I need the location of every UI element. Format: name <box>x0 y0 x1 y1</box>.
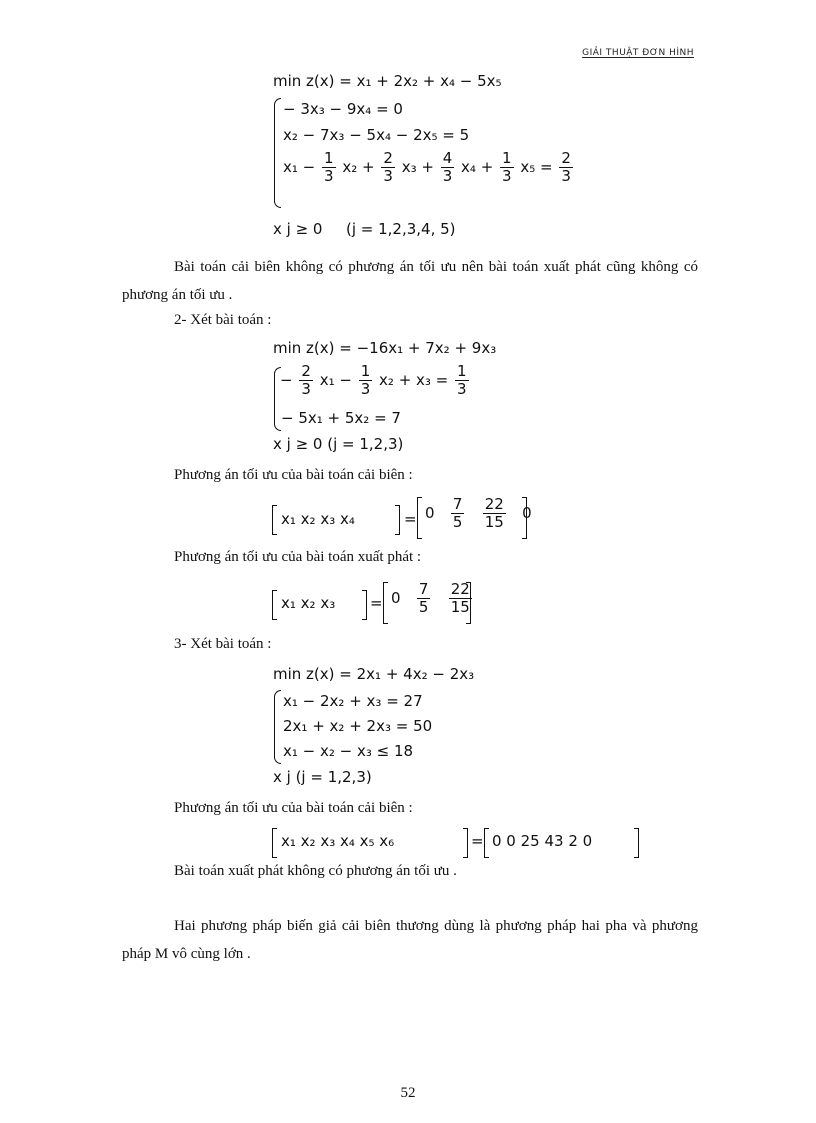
fraction: $\frac{2}{3}$ <box>301 362 311 398</box>
p3-constraint-1: x₁ − 2x₂ + x₃ = 27 <box>283 692 423 710</box>
bracket-right <box>362 590 367 620</box>
p2-nonnegativity: x j ≥ 0 (j = 1,2,3) <box>273 435 404 453</box>
p3-constraint-brace <box>274 690 281 764</box>
p1-constraint-2: x₂ − 7x₃ − 5x₄ − 2x₅ = 5 <box>283 126 470 144</box>
p1-index-range: (j = 1,2,3,4, 5) <box>346 220 456 238</box>
closing-paragraph: Hai phương pháp biến giả cải biên thương dùng là phương pháp hai pha và phương pháp M vô cùng lớn . <box>122 918 698 962</box>
bracket-left <box>272 505 277 535</box>
p3-nonnegativity: x j (j = 1,2,3) <box>273 768 372 786</box>
p2-modified-vector: x₁ x₂ x₃ x₄ <box>281 510 355 528</box>
bracket-left <box>484 828 489 858</box>
p3-modified-label: Phương án tối ưu của bài toán cải biên : <box>174 800 413 816</box>
fraction: $\frac{22}{15}$ <box>484 495 504 531</box>
p1-nonnegativity: x j ≥ 0 <box>273 220 323 238</box>
bracket-right <box>522 497 527 539</box>
p1-conclusion: Bài toán cải biên không có phương án tối ưu nên bài toán xuất phát cũng không có phương án tối ưu . <box>122 259 698 303</box>
p1-constraint-1: − 3x₃ − 9x₄ = 0 <box>283 100 403 118</box>
p1-objective: min z(x) = x₁ + 2x₂ + x₄ − 5x₅ <box>273 72 502 90</box>
p2-original-vector: x₁ x₂ x₃ <box>281 594 336 612</box>
p2-constraint-2: − 5x₁ + 5x₂ = 7 <box>281 409 401 427</box>
p3-conclusion: Bài toán xuất phát không có phương án tối ưu . <box>174 863 457 879</box>
bracket-right <box>463 828 468 858</box>
p2-original-label: Phương án tối ưu của bài toán xuất phát : <box>174 549 422 565</box>
p3-objective: min z(x) = 2x₁ + 4x₂ − 2x₃ <box>273 665 475 683</box>
p3-constraint-2: 2x₁ + x₂ + 2x₃ = 50 <box>283 717 433 735</box>
fraction: $\frac{1}{3}$ <box>457 362 467 398</box>
equals-sign: = <box>370 594 383 612</box>
fraction: $\frac{4}{3}$ <box>442 149 453 185</box>
p2-constraint-1: − $\frac{2}{3}$ x₁ − $\frac{1}{3}$ x₂ + x₃ = $\frac{1}{3}$ <box>280 362 467 398</box>
fraction: $\frac{2}{3}$ <box>561 149 571 185</box>
page-number: 52 <box>400 1085 416 1101</box>
p2-modified-solution: 0 $\frac{7}{5}$ $\frac{22}{15}$ 0 <box>425 495 532 531</box>
bracket-left <box>272 590 277 620</box>
bracket-left <box>417 497 422 539</box>
fraction: $\frac{1}{3}$ <box>324 149 334 185</box>
fraction: $\frac{22}{15}$ <box>450 580 470 616</box>
p3-heading: 3- Xét bài toán : <box>174 636 272 652</box>
bracket-left <box>272 828 277 858</box>
p3-vector: x₁ x₂ x₃ x₄ x₅ x₆ <box>281 832 395 850</box>
bracket-right <box>466 582 471 624</box>
fraction: $\frac{1}{3}$ <box>502 149 512 185</box>
p2-original-solution: 0 $\frac{7}{5}$ $\frac{22}{15}$ <box>391 580 470 616</box>
p2-objective: min z(x) = −16x₁ + 7x₂ + 9x₃ <box>273 339 497 357</box>
fraction: $\frac{1}{3}$ <box>360 362 371 398</box>
equals-sign: = <box>471 832 484 850</box>
fraction: $\frac{2}{3}$ <box>383 149 393 185</box>
p3-solution: 0 0 25 43 2 0 <box>492 832 593 850</box>
bracket-right <box>395 505 400 535</box>
p3-constraint-3: x₁ − x₂ − x₃ ≤ 18 <box>283 742 414 760</box>
bracket-right <box>634 828 639 858</box>
p2-heading: 2- Xét bài toán : <box>174 312 272 328</box>
running-header: GIẢI THUẬT ĐƠN HÌNH <box>582 48 694 58</box>
bracket-left <box>383 582 388 624</box>
fraction: $\frac{7}{5}$ <box>418 580 429 616</box>
p1-constraint-3: x₁ − $\frac{1}{3}$ x₂ + $\frac{2}{3}$ x₃ + $\frac{4}{3}$ x₄ + $\frac{1}{3}$ x₅ = $\frac{2}{3}$ <box>283 149 571 185</box>
p1-constraint-brace <box>274 98 281 208</box>
fraction: $\frac{7}{5}$ <box>452 495 463 531</box>
equals-sign: = <box>404 510 417 528</box>
p2-modified-label: Phương án tối ưu của bài toán cải biên : <box>174 467 413 483</box>
